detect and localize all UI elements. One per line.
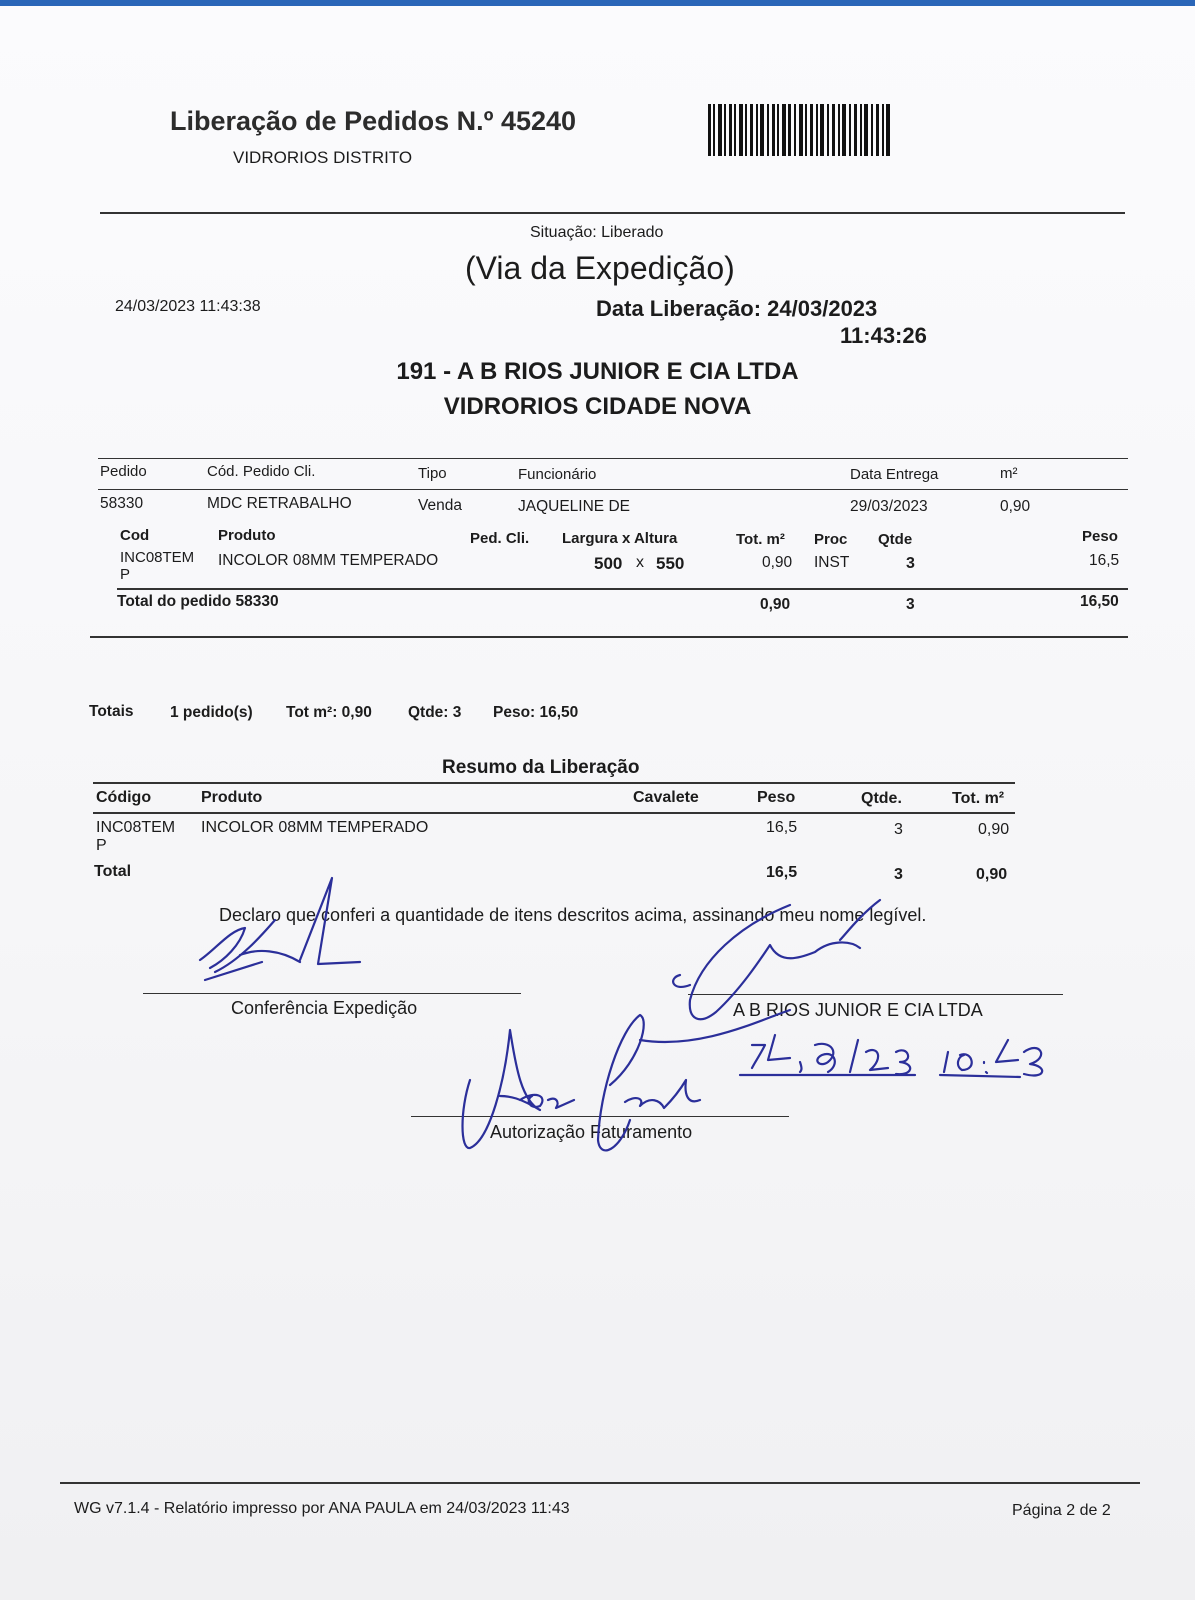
- cell-funcionario: JAQUELINE DE: [518, 498, 630, 515]
- signature-label-cliente: A B RIOS JUNIOR E CIA LTDA: [733, 1000, 983, 1020]
- resumo-col-peso: Peso: [757, 789, 796, 806]
- cell-tipo: Venda: [418, 497, 462, 514]
- total-pedido-qtde: 3: [906, 596, 915, 613]
- cell-data-entrega: 29/03/2023: [850, 498, 928, 515]
- cell-proc: INST: [814, 554, 850, 571]
- release-date: Data Liberação: 24/03/2023: [596, 296, 878, 321]
- col-header-funcionario: Funcionário: [518, 466, 597, 483]
- col-header-qtde: Qtde: [878, 531, 913, 548]
- resumo-total-peso: 16,5: [766, 864, 798, 881]
- store-name: VIDRORIOS CIDADE NOVA: [443, 393, 752, 420]
- resumo-col-produto: Produto: [201, 789, 263, 806]
- cell-tot-m2: 0,90: [762, 554, 793, 571]
- total-pedido-peso: 16,50: [1080, 593, 1119, 610]
- company-name: VIDRORIOS DISTRITO: [233, 148, 413, 167]
- resumo-col-cavalete: Cavalete: [633, 789, 699, 806]
- divider: [98, 458, 1128, 459]
- divider: [100, 212, 1125, 214]
- cell-produto: INCOLOR 08MM TEMPERADO: [218, 552, 439, 569]
- cell-peso: 16,5: [1089, 552, 1120, 569]
- signature-line-autorizacao: [411, 1116, 789, 1117]
- resumo-cell-qtde: 3: [894, 821, 903, 838]
- document-title: Liberação de Pedidos N.º 45240: [170, 106, 577, 136]
- copy-type: (Via da Expedição): [465, 250, 735, 286]
- client-name: 191 - A B RIOS JUNIOR E CIA LTDA: [396, 358, 799, 385]
- cell-largura: 500: [594, 554, 623, 573]
- declaration-text: Declaro que conferi a quantidade de itens descritos acima, assinando meu nome legível.: [219, 905, 927, 925]
- signature-label-conferencia: Conferência Expedição: [231, 998, 418, 1018]
- release-time: 11:43:26: [840, 323, 927, 348]
- total-pedido-tot-m2: 0,90: [760, 596, 791, 613]
- totais-pedidos: 1 pedido(s): [170, 704, 253, 721]
- total-pedido-label: Total do pedido 58330: [117, 593, 279, 610]
- totais-peso: Peso: 16,50: [493, 704, 579, 721]
- resumo-cell-codigo-line2: P: [96, 837, 107, 854]
- signature-label-autorizacao: Autorização Faturamento: [490, 1122, 693, 1142]
- col-header-proc: Proc: [814, 531, 848, 548]
- resumo-total-label: Total: [94, 863, 132, 880]
- col-header-cod-pedido-cli: Cód. Pedido Cli.: [207, 463, 316, 480]
- cell-altura: 550: [656, 554, 685, 573]
- totais-tot-m2: Tot m²: 0,90: [286, 704, 372, 721]
- resumo-title: Resumo da Liberação: [442, 757, 640, 778]
- document-page: [0, 6, 1195, 1600]
- col-header-tipo: Tipo: [418, 465, 447, 482]
- cell-cod-line2: P: [120, 566, 131, 583]
- signature-line-cliente: [688, 994, 1063, 995]
- footer-page-number: Página 2 de 2: [1012, 1502, 1111, 1519]
- col-header-data-entrega: Data Entrega: [850, 466, 939, 483]
- totais-label: Totais: [89, 703, 134, 720]
- divider: [98, 489, 1128, 490]
- cell-qtde: 3: [906, 555, 915, 572]
- footer-printed-by: WG v7.1.4 - Relatório impresso por ANA PAULA em 24/03/2023 11:43: [74, 1500, 570, 1517]
- print-timestamp: 24/03/2023 11:43:38: [115, 298, 261, 315]
- resumo-cell-tot-m2: 0,90: [978, 821, 1010, 838]
- cell-cod-pedido-cli: MDC RETRABALHO: [207, 495, 352, 512]
- resumo-col-tot-m2: Tot. m²: [952, 790, 1005, 807]
- resumo-col-codigo: Código: [96, 789, 152, 806]
- status-text: Situação: Liberado: [530, 224, 664, 241]
- resumo-cell-produto: INCOLOR 08MM TEMPERADO: [201, 819, 429, 836]
- cell-m2: 0,90: [1000, 498, 1031, 515]
- barcode: [708, 104, 890, 156]
- resumo-col-qtde: Qtde.: [861, 790, 902, 807]
- col-header-largura-altura: Largura x Altura: [562, 530, 678, 547]
- col-header-peso: Peso: [1082, 528, 1118, 545]
- col-header-cod: Cod: [120, 527, 150, 544]
- cell-pedido: 58330: [100, 495, 144, 512]
- divider: [90, 636, 1128, 638]
- divider: [93, 812, 1015, 814]
- col-header-ped-cli: Ped. Cli.: [470, 530, 530, 547]
- resumo-cell-peso: 16,5: [766, 819, 798, 836]
- resumo-total-tot-m2: 0,90: [976, 866, 1008, 883]
- resumo-cell-codigo-line1: INC08TEM: [96, 819, 176, 836]
- signature-line-conferencia: [143, 993, 521, 994]
- totais-qtde: Qtde: 3: [408, 704, 462, 721]
- cell-x: x: [636, 554, 644, 571]
- cell-cod-line1: INC08TEM: [120, 549, 195, 566]
- divider: [117, 588, 1128, 590]
- col-header-pedido: Pedido: [100, 463, 147, 480]
- col-header-tot-m2: Tot. m²: [736, 531, 785, 548]
- col-header-m2: m²: [1000, 465, 1018, 482]
- col-header-produto: Produto: [218, 527, 276, 544]
- divider: [93, 782, 1015, 784]
- footer-divider: [60, 1482, 1140, 1484]
- resumo-total-qtde: 3: [894, 866, 903, 883]
